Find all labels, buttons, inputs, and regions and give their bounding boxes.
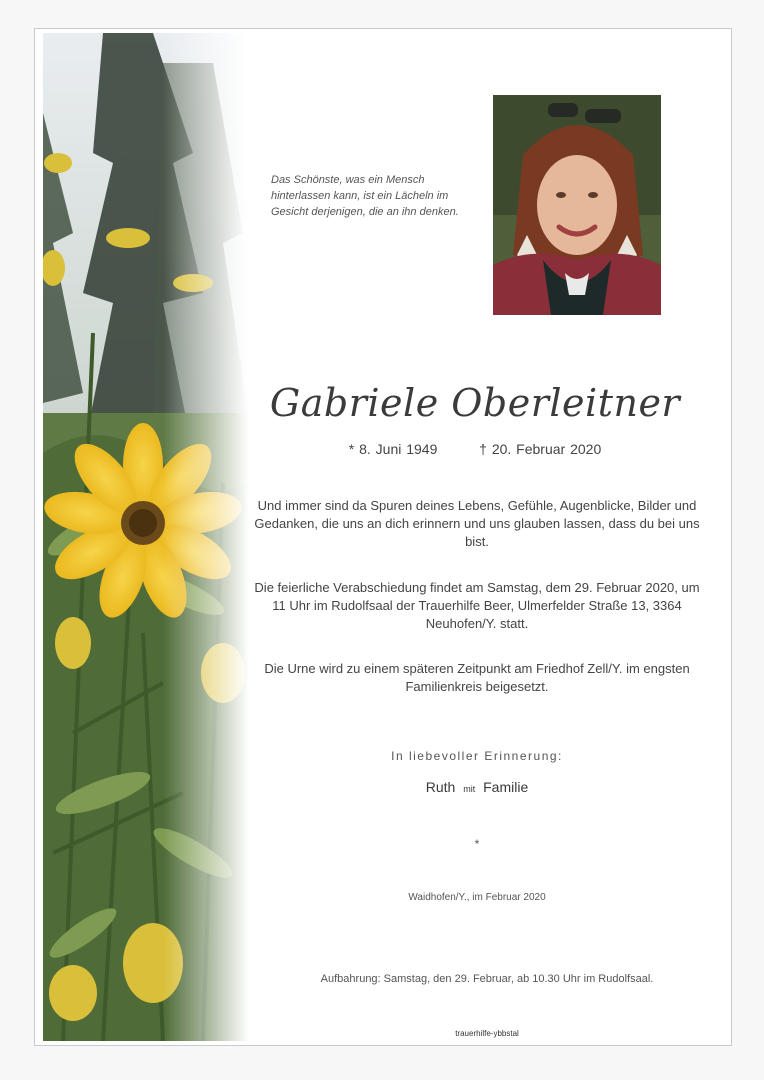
deceased-name: Gabriele Oberleitner xyxy=(269,381,681,425)
portrait-photo xyxy=(493,95,661,315)
flower-photo xyxy=(43,33,253,1041)
mourner-first: Ruth xyxy=(425,779,456,795)
urn-burial-text: Die Urne wird zu einem späteren Zeitpunkt am Friedhof Zell/Y. im engsten Familienkreis beigesetzt. xyxy=(264,661,690,694)
in-loving-memory-label: In liebevoller Erinnerung: xyxy=(391,749,563,763)
mourner-connector: mit xyxy=(463,784,476,794)
viewing-info: Aufbahrung: Samstag, den 29. Februar, ab 10.30 Uhr im Rudolfsaal. xyxy=(320,973,654,985)
remembrance-text: Und immer sind da Spuren deines Lebens, Gefühle, Augenblicke, Bilder und Gedanken, die uns an dich erinnern und uns glauben lassen, dass du bei uns bist. xyxy=(254,498,700,549)
place-and-date: Waidhofen/Y., im Februar 2020 xyxy=(408,892,546,903)
separator-star: * xyxy=(474,837,480,851)
funeral-home-footer: trauerhilfe-ybbstal xyxy=(455,1029,519,1038)
mourners xyxy=(247,779,707,795)
birth-date: * 8. Juni 1949 xyxy=(348,441,438,457)
obituary-card xyxy=(34,28,732,1046)
death-date: † 20. Februar 2020 xyxy=(479,441,602,457)
farewell-ceremony-text: Die feierliche Verabschiedung findet am Samstag, dem 29. Februar 2020, um 11 Uhr im Rudolfsaal der Trauerhilfe Beer, Ulmerfelder Straße 13, 3364 Neuhofen/Y. statt. xyxy=(254,580,700,631)
mourner-second: Familie xyxy=(483,779,529,795)
memorial-quote: Das Schönste, was ein Mensch hinterlassen kann, ist ein Lächeln im Gesicht derjenigen, die an ihn denken. xyxy=(271,174,459,218)
life-dates xyxy=(265,441,685,457)
